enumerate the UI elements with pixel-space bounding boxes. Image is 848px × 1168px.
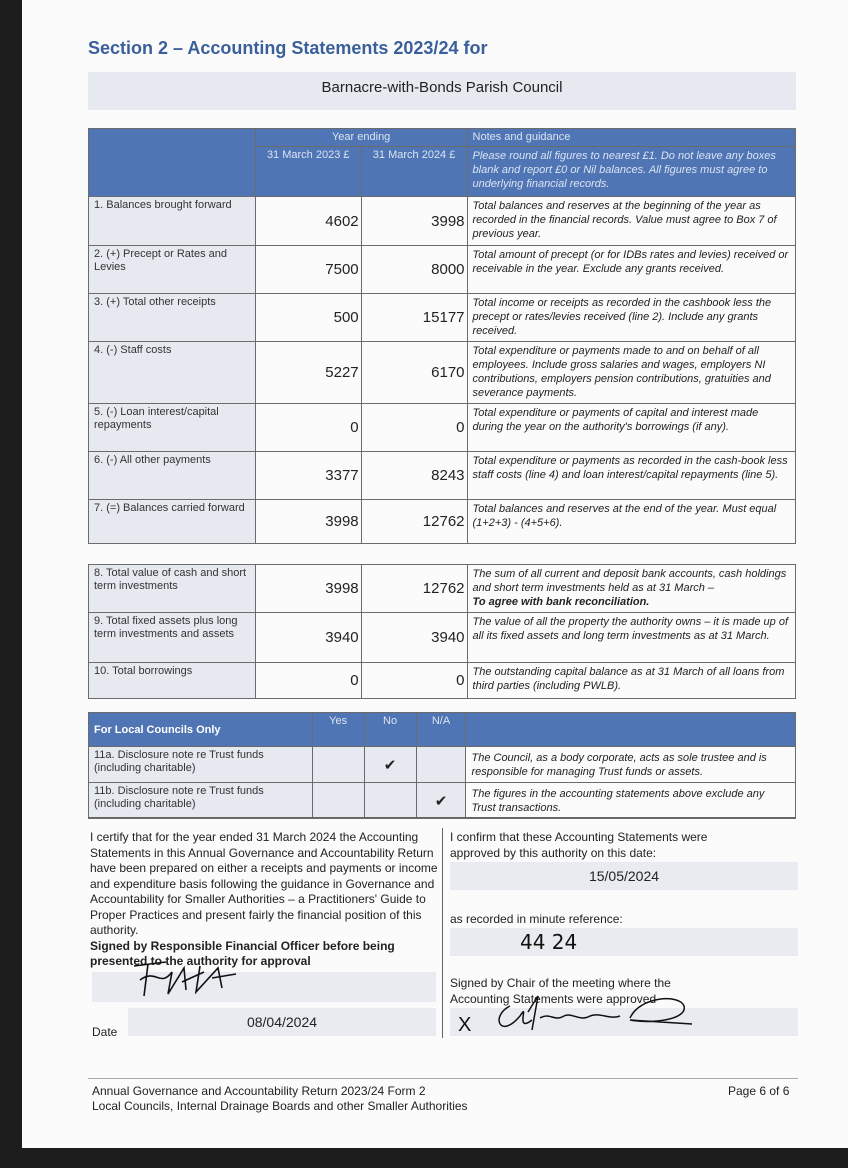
- col-2023-header: 31 March 2023 £: [255, 147, 361, 197]
- row-label: [89, 663, 256, 699]
- value-2023: 3377: [255, 452, 361, 500]
- row-label: [89, 404, 256, 452]
- chair-signature-prefix: X: [458, 1014, 472, 1036]
- document-page: [22, 0, 848, 1148]
- value-2023: 3998: [255, 500, 361, 544]
- minute-ref-field: [450, 928, 798, 956]
- row-label: [89, 565, 256, 613]
- line-number: 10.: [94, 665, 110, 677]
- notes-header: Notes and guidance: [467, 129, 795, 147]
- line-number: 11a.: [94, 749, 115, 761]
- page-number: Page 6 of 6: [728, 1084, 790, 1098]
- line-label: (=) Balances carried forward: [106, 502, 245, 514]
- table-row: [89, 565, 796, 613]
- table-row: [89, 663, 796, 699]
- chair-signature: [480, 986, 700, 1042]
- row-label: [89, 783, 313, 819]
- row-label: [89, 747, 313, 783]
- line-number: 8.: [94, 567, 104, 579]
- date-label: Date: [92, 1025, 118, 1039]
- table-row: [89, 452, 796, 500]
- approval-date-field: 15/05/2024: [450, 862, 798, 890]
- value-2023: 5227: [255, 342, 361, 404]
- line-label: (-) Loan interest/capital repayments: [94, 406, 219, 431]
- approval-text: I confirm that these Accounting Statements were approved by this authority on this date:: [450, 830, 708, 860]
- yes-checkbox[interactable]: [312, 747, 364, 783]
- value-2023: 0: [255, 663, 361, 699]
- footer-line1: Annual Governance and Accountability Return 2023/24 Form 2: [92, 1084, 426, 1098]
- table-row: [89, 294, 796, 342]
- yes-header: Yes: [312, 713, 364, 747]
- value-2023: 4602: [255, 197, 361, 246]
- row-note: Total amount of precept (or for IDBs rates and levies) received or receivable in the year. Exclude any grants received.: [467, 246, 795, 294]
- line-number: 2.: [94, 248, 104, 260]
- balances-table: [88, 564, 796, 699]
- line-number: 7.: [94, 502, 104, 514]
- value-2024: 0: [361, 663, 467, 699]
- row-note: The figures in the accounting statements above exclude any Trust transactions.: [466, 783, 796, 819]
- value-2024: 12762: [361, 565, 467, 613]
- table-row: [89, 404, 796, 452]
- note-text: The value of all the property the authority owns – it is made up of all its fixed assets and long term investments as at 31 March.: [472, 616, 789, 642]
- cert-top-line: [88, 817, 796, 818]
- line-label: Disclosure note re Trust funds (including charitable): [94, 749, 264, 774]
- value-2023: 0: [255, 404, 361, 452]
- row-label: [89, 246, 256, 294]
- value-2023: 7500: [255, 246, 361, 294]
- footer-line2: Local Councils, Internal Drainage Boards and other Smaller Authorities: [92, 1099, 468, 1113]
- row-label: [89, 613, 256, 663]
- table-row: [89, 613, 796, 663]
- row-note: The Council, as a body corporate, acts as sole trustee and is responsible for managing Trust funds or assets.: [466, 747, 796, 783]
- value-2024: 15177: [361, 294, 467, 342]
- line-label: Total value of cash and short term investments: [94, 567, 247, 592]
- rfo-signature: [126, 958, 246, 1000]
- row-note: [467, 565, 795, 613]
- yes-checkbox[interactable]: [312, 783, 364, 819]
- note-text: The sum of all current and deposit bank accounts, cash holdings and short term investments held as at 31 March –: [472, 568, 787, 594]
- rfo-certification-text: [90, 830, 438, 970]
- chair-signed-label: Signed by Chair of the meeting where the Accounting Statements were approved: [450, 976, 671, 1006]
- table-row: [89, 197, 796, 246]
- na-checkbox[interactable]: [416, 747, 466, 783]
- footer-line: [88, 1078, 798, 1079]
- na-header: N/A: [416, 713, 466, 747]
- year-ending-header: Year ending: [255, 129, 467, 147]
- local-councils-heading: For Local Councils Only: [89, 713, 313, 747]
- table-row: [89, 342, 796, 404]
- row-label: [89, 452, 256, 500]
- line-label: Disclosure note re Trust funds (including charitable): [94, 785, 264, 810]
- line-label: Balances brought forward: [106, 199, 232, 211]
- value-2024: 12762: [361, 500, 467, 544]
- row-note: Total balances and reserves at the beginning of the year as recorded in the financial records. Value must agree to Box 7 of previous year.: [467, 197, 795, 246]
- guidance-text: Please round all figures to nearest £1. Do not leave any boxes blank and report £0 or Nil balances. All figures must agree to underlying financial records.: [467, 147, 795, 197]
- line-number: 11b.: [94, 785, 115, 797]
- row-label: [89, 197, 256, 246]
- local-councils-table: [88, 712, 796, 819]
- chair-signature-field: [450, 1008, 798, 1036]
- note-text: The outstanding capital balance as at 31 March of all loans from third parties (including PWLB).: [472, 666, 785, 692]
- rfo-signed-label: Signed by Responsible Financial Officer before being presented to the authority for approval: [90, 938, 395, 968]
- council-name-field: Barnacre-with-Bonds Parish Council: [88, 72, 796, 110]
- value-2024: 0: [361, 404, 467, 452]
- line-label: (+) Precept or Rates and Levies: [94, 248, 228, 273]
- local-notes-header: [466, 713, 796, 747]
- row-note: Total income or receipts as recorded in the cashbook less the precept or rates/levies received (line 2). Include any grants received.: [467, 294, 795, 342]
- line-label: (-) All other payments: [106, 454, 211, 466]
- value-2024: 3940: [361, 613, 467, 663]
- table-row: [89, 783, 796, 819]
- rfo-signature-field: [92, 972, 436, 1002]
- row-note: [467, 613, 795, 663]
- rfo-date-field: 08/04/2024: [128, 1008, 436, 1036]
- row-label: [89, 294, 256, 342]
- row-note: Total expenditure or payments of capital and interest made during the year on the authority's borrowings (if any).: [467, 404, 795, 452]
- na-checkbox[interactable]: ✔: [416, 783, 466, 819]
- note-emphasis: To agree with bank reconciliation.: [472, 596, 650, 608]
- col-2024-header: 31 March 2024 £: [361, 147, 467, 197]
- line-number: 6.: [94, 454, 104, 466]
- minute-ref-label: as recorded in minute reference:: [450, 912, 623, 926]
- line-label: Total borrowings: [112, 665, 193, 677]
- rfo-text: I certify that for the year ended 31 March 2024 the Accounting Statements in this Annual Governance and Accountability Return have been prepared on either a receipts and payments or income and expenditure basis following the guidance in Governance and Accountability for Smaller Authorities – a Practitioners' Guide to Proper Practices and present fairly the financial position of this authority.: [90, 830, 438, 937]
- value-2024: 6170: [361, 342, 467, 404]
- no-checkbox[interactable]: ✔: [364, 747, 416, 783]
- line-label: Total fixed assets plus long term investments and assets: [94, 615, 238, 640]
- value-2024: 3998: [361, 197, 467, 246]
- row-note: Total balances and reserves at the end of the year. Must equal (1+2+3) - (4+5+6).: [467, 500, 795, 544]
- value-2023: 3940: [255, 613, 361, 663]
- minute-ref-value: 44 24: [520, 930, 578, 954]
- section-title: Section 2 – Accounting Statements 2023/24 for: [88, 38, 488, 58]
- no-checkbox[interactable]: [364, 783, 416, 819]
- value-2024: 8000: [361, 246, 467, 294]
- row-note: Total expenditure or payments made to and on behalf of all employees. Include gross salaries and wages, employers NI contributions, employers pension contributions, gratuities and severance payments.: [467, 342, 795, 404]
- row-note: Total expenditure or payments as recorded in the cash-book less staff costs (line 4) and loan interest/capital repayments (line 5).: [467, 452, 795, 500]
- header-blank: [89, 129, 256, 197]
- row-label: [89, 500, 256, 544]
- no-header: No: [364, 713, 416, 747]
- row-note: [467, 663, 795, 699]
- line-number: 9.: [94, 615, 104, 627]
- value-2023: 3998: [255, 565, 361, 613]
- line-label: (+) Total other receipts: [106, 296, 216, 308]
- line-label: (-) Staff costs: [106, 344, 172, 356]
- cert-divider: [442, 828, 443, 1038]
- table-row: [89, 500, 796, 544]
- value-2024: 8243: [361, 452, 467, 500]
- line-number: 4.: [94, 344, 104, 356]
- line-number: 1.: [94, 199, 104, 211]
- table-row: [89, 246, 796, 294]
- table-row: [89, 747, 796, 783]
- row-label: [89, 342, 256, 404]
- accounting-statements-table: [88, 128, 796, 544]
- line-number: 5.: [94, 406, 104, 418]
- value-2023: 500: [255, 294, 361, 342]
- line-number: 3.: [94, 296, 104, 308]
